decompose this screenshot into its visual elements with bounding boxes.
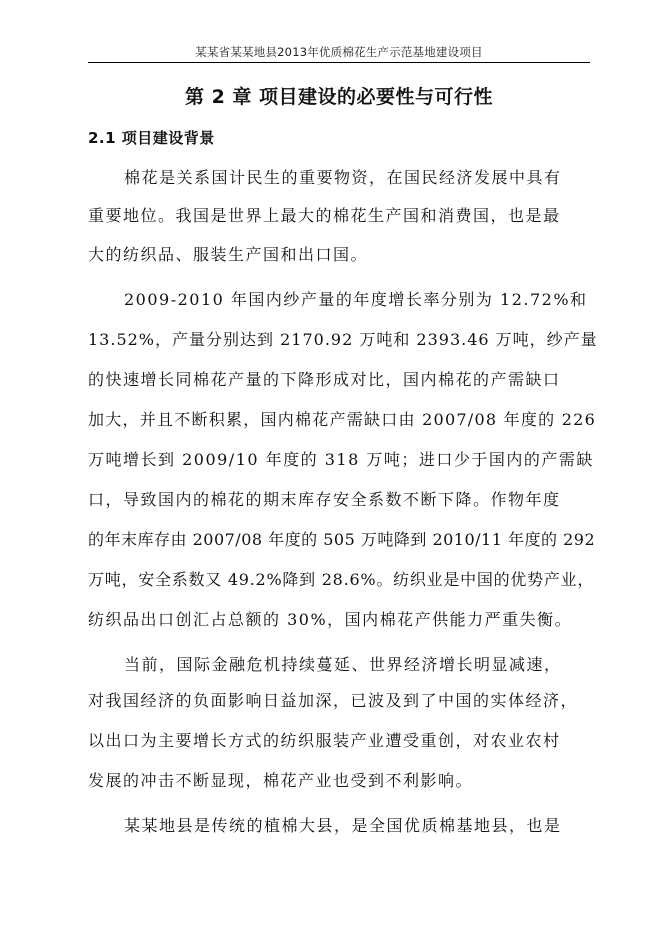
header-divider [88, 62, 590, 63]
body-line: 的年末库存由 2007/08 年度的 505 万吨降到 2010/11 年度的 292 [88, 530, 596, 549]
body-line: 棉花是关系国计民生的重要物资，在国民经济发展中具有 [124, 168, 562, 187]
body-line: 发展的冲击不断显现，棉花产业也受到不利影响。 [88, 771, 474, 790]
body-line: 加大，并且不断积累，国内棉花产需缺口由 2007/08 年度的 226 [88, 410, 597, 429]
body-line: 以出口为主要增长方式的纺织服装产业遭受重创，对农业农村 [88, 731, 561, 750]
body-line: 重要地位。我国是世界上最大的棉花生产国和消费国，也是最 [88, 206, 561, 225]
body-line: 13.52%，产量分别达到 2170.92 万吨和 2393.46 万吨，纱产量 [88, 330, 598, 349]
body-line: 大的纺织品、服装生产国和出口国。 [88, 245, 369, 264]
chapter-title: 第 2 章 项目建设的必要性与可行性 [184, 86, 494, 108]
body-line: 万吨，安全系数又 49.2%降到 28.6%。纺织业是中国的优势产业， [88, 570, 595, 589]
section-heading: 2.1 项目建设背景 [88, 129, 215, 147]
body-line: 当前，国际金融危机持续蔓延、世界经济增长明显减速， [124, 655, 562, 674]
running-header: 某某省某某地县2013年优质棉花生产示范基地建设项目 [195, 45, 483, 59]
body-line: 的快速增长同棉花产量的下降形成对比，国内棉花的产需缺口 [88, 370, 561, 389]
body-line: 对我国经济的负面影响日益加深，已波及到了中国的实体经济， [88, 691, 579, 710]
body-line: 某某地县是传统的植棉大县，是全国优质棉基地县，也是 [124, 816, 562, 835]
body-line: 纺织品出口创汇占总额的 30%，国内棉花产供能力严重失衡。 [88, 610, 573, 629]
body-line: 2009-2010 年国内纱产量的年度增长率分别为 12.72%和 [124, 290, 588, 309]
body-line: 口，导致国内的棉花的期末库存安全系数不断下降。作物年度 [88, 490, 561, 509]
body-line: 万吨增长到 2009/10 年度的 318 万吨；进口少于国内的产需缺 [88, 450, 594, 469]
